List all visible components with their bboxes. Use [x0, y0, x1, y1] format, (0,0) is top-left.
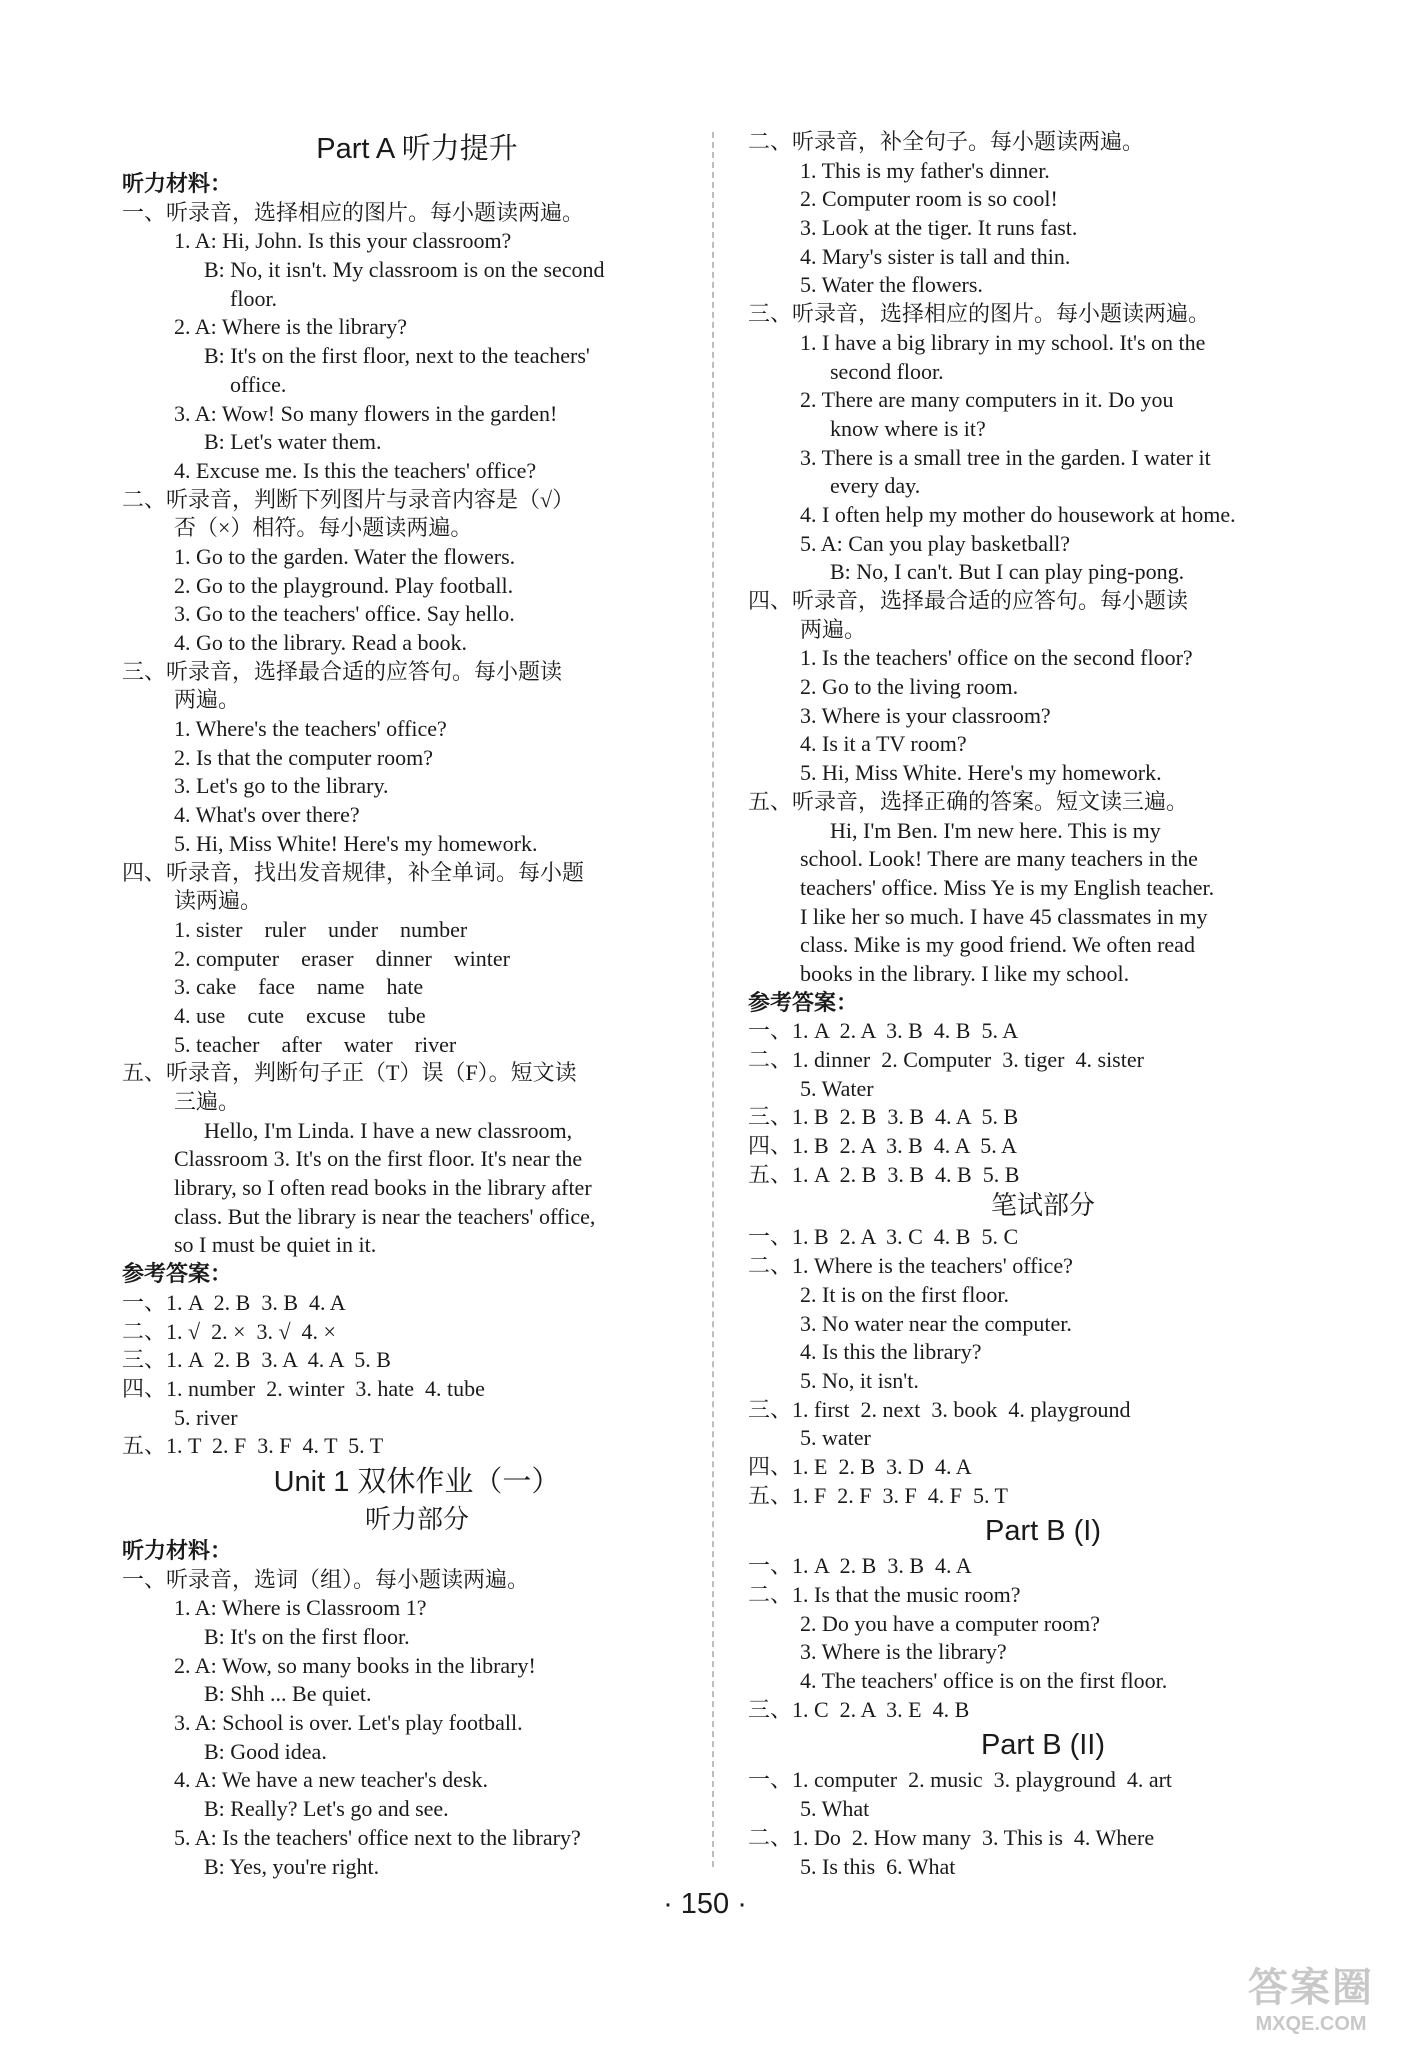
watermark-text: 答案圈 — [1248, 1966, 1374, 2010]
text-line: 一、1. A 2. B 3. B 4. A — [748, 1553, 972, 1579]
text-line: Hi, I'm Ben. I'm new here. This is my — [830, 817, 1161, 843]
watermark-logo — [1226, 1956, 1396, 2046]
text-line: 1. Where's the teachers' office? — [174, 716, 447, 742]
text-line: B: Yes, you're right. — [204, 1853, 380, 1879]
text-line: 3. A: School is over. Let's play football. — [174, 1710, 523, 1736]
text-line: B: No, it isn't. My classroom is on the second — [204, 257, 605, 283]
section-title: Part A 听力提升 — [316, 133, 518, 165]
text-line: 4. Go to the library. Read a book. — [174, 630, 468, 655]
text-line: 五、听录音，判断句子正（T）误（F）。短文读 — [122, 1060, 577, 1086]
text-line: class. Mike is my good friend. We often read — [800, 932, 1195, 958]
text-line: 4. The teachers' office is on the first floor. — [800, 1668, 1168, 1694]
text-line: 一、1. A 2. A 3. B 4. B 5. A — [748, 1018, 1019, 1044]
text-line: 两遍。 — [174, 687, 241, 713]
section-title: Part B (II) — [980, 1729, 1106, 1762]
text-line: 二、听录音，补全句子。每小题读两遍。 — [748, 129, 1145, 154]
text-line: 5. water — [800, 1425, 871, 1451]
text-line: 5. teacher after water river — [174, 1031, 457, 1057]
text-line: 二、1. dinner 2. Computer 3. tiger 4. sister — [748, 1047, 1144, 1072]
text-line: 4. Is this the library? — [800, 1339, 982, 1365]
text-line: 二、1. Where is the teachers' office? — [748, 1253, 1073, 1279]
text-line: B: No, I can't. But I can play ping-pong. — [830, 559, 1185, 585]
text-line: 5. Hi, Miss White. Here's my homework. — [800, 760, 1162, 786]
text-line: 三、听录音，选择最合适的应答句。每小题读 — [122, 658, 563, 684]
text-line: 二、听录音，判断下列图片与录音内容是（√） — [122, 486, 575, 512]
section-label: 听力材料： — [122, 1537, 233, 1563]
text-line: 四、听录音，找出发音规律，补全单词。每小题 — [122, 859, 585, 885]
text-line: so I must be quiet in it. — [174, 1232, 377, 1258]
text-line: library, so I often read books in the library after — [174, 1175, 592, 1201]
section-subtitle: 听力部分 — [364, 1504, 469, 1534]
text-line: 4. A: We have a new teacher's desk. — [174, 1767, 488, 1793]
watermark-url: MXQE.COM — [1255, 2013, 1367, 2035]
text-line: 四、1. number 2. winter 3. hate 4. tube — [122, 1375, 485, 1401]
text-line: 1. A: Hi, John. Is this your classroom? — [174, 228, 512, 254]
text-line: 三遍。 — [174, 1089, 241, 1114]
text-line: 1. This is my father's dinner. — [800, 157, 1050, 183]
text-line: 2. Do you have a computer room? — [800, 1610, 1100, 1636]
text-line: second floor. — [830, 358, 944, 384]
text-line: 5. river — [174, 1404, 238, 1430]
text-line: class. But the library is near the teachers' office, — [174, 1203, 596, 1229]
text-line: 2. A: Wow, so many books in the library! — [174, 1652, 536, 1678]
right-column — [748, 128, 1338, 1881]
text-line: 3. A: Wow! So many flowers in the garden! — [174, 400, 558, 426]
section-title: Unit 1 双休作业（一） — [273, 1465, 561, 1498]
text-line: 五、1. F 2. F 3. F 4. F 5. T — [748, 1482, 1008, 1508]
text-line: office. — [230, 371, 287, 397]
text-line: 4. I often help my mother do housework at home. — [800, 501, 1236, 527]
text-line: Classroom 3. It's on the first floor. It's near the — [174, 1146, 583, 1172]
text-line: 4. Excuse me. Is this the teachers' office? — [174, 457, 537, 483]
text-line: 一、听录音，选择相应的图片。每小题读两遍。 — [122, 199, 585, 225]
text-line: 三、1. B 2. B 3. B 4. A 5. B — [748, 1104, 1019, 1130]
text-line: floor. — [230, 285, 278, 311]
text-line: 两遍。 — [800, 616, 867, 642]
text-line: 1. Is the teachers' office on the second floor? — [800, 645, 1193, 671]
text-line: 5. Water — [800, 1075, 874, 1101]
text-line: 五、听录音，选择正确的答案。短文读三遍。 — [748, 788, 1189, 814]
text-line: 五、1. A 2. B 3. B 4. B 5. B — [748, 1161, 1020, 1187]
text-line: 三、1. C 2. A 3. E 4. B — [748, 1696, 970, 1722]
text-line: 四、1. B 2. A 3. B 4. A 5. A — [748, 1133, 1017, 1159]
text-line: books in the library. I like my school. — [800, 960, 1130, 986]
text-line: 一、1. computer 2. music 3. playground 4. art — [748, 1767, 1173, 1793]
text-line: school. Look! There are many teachers in the — [800, 846, 1198, 872]
text-line: 4. Mary's sister is tall and thin. — [800, 243, 1071, 269]
text-line: 4. What's over there? — [174, 802, 360, 828]
text-line: 二、1. Do 2. How many 3. This is 4. Where — [748, 1824, 1155, 1850]
section-label: 参考答案： — [748, 989, 859, 1015]
column-divider — [712, 132, 714, 1867]
text-line: 四、听录音，选择最合适的应答句。每小题读 — [748, 588, 1189, 613]
text-line: 3. Go to the teachers' office. Say hello. — [174, 601, 515, 627]
text-line: 2. Computer room is so cool! — [800, 186, 1058, 212]
text-line: 一、1. A 2. B 3. B 4. A — [122, 1289, 346, 1315]
text-line: 5. Hi, Miss White! Here's my homework. — [174, 830, 538, 856]
text-line: every day. — [830, 473, 921, 499]
text-line: B: Shh ... Be quiet. — [204, 1681, 372, 1707]
text-line: 二、1. √ 2. × 3. √ 4. × — [122, 1318, 336, 1344]
text-line: 3. cake face name hate — [174, 974, 424, 1000]
text-line: 5. No, it isn't. — [800, 1367, 919, 1393]
text-line: 2. There are many computers in it. Do you — [800, 387, 1174, 413]
text-line: 2. It is on the first floor. — [800, 1281, 1009, 1307]
section-label: 听力材料： — [122, 171, 233, 196]
text-line: 1. I have a big library in my school. It's on the — [800, 329, 1206, 355]
text-line: 三、1. first 2. next 3. book 4. playground — [748, 1396, 1131, 1422]
text-line: 四、1. E 2. B 3. D 4. A — [748, 1453, 972, 1479]
text-line: 二、1. Is that the music room? — [748, 1582, 1021, 1607]
text-line: B: Let's water them. — [204, 429, 382, 455]
text-line: 一、听录音，选词（组）。每小题读两遍。 — [122, 1566, 530, 1592]
text-line: B: Good idea. — [204, 1738, 327, 1764]
text-line: 4. Is it a TV room? — [800, 731, 967, 757]
text-line: 5. Water the flowers. — [800, 272, 983, 298]
text-line: 2. Go to the living room. — [800, 674, 1019, 700]
left-column — [122, 128, 712, 1881]
text-line: 5. Is this 6. What — [800, 1853, 956, 1879]
text-line: 2. Go to the playground. Play football. — [174, 572, 514, 598]
text-line: teachers' office. Miss Ye is my English teacher. — [800, 874, 1215, 900]
text-line: 读两遍。 — [174, 888, 263, 914]
page-number: · 150 · — [663, 1888, 747, 1920]
text-line: 3. No water near the computer. — [800, 1310, 1072, 1336]
text-line: 5. A: Can you play basketball? — [800, 530, 1071, 556]
text-line: 2. Is that the computer room? — [174, 744, 434, 770]
text-line: 2. A: Where is the library? — [174, 314, 407, 340]
text-line: 3. There is a small tree in the garden. I water it — [800, 444, 1211, 470]
text-line: 五、1. T 2. F 3. F 4. T 5. T — [122, 1433, 384, 1459]
section-title: Part B (I) — [984, 1515, 1101, 1548]
text-line: Hello, I'm Linda. I have a new classroom, — [204, 1117, 573, 1143]
text-line: 3. Where is the library? — [800, 1639, 1007, 1665]
text-line: 一、1. B 2. A 3. C 4. B 5. C — [748, 1224, 1019, 1250]
text-line: B: It's on the first floor. — [204, 1624, 410, 1649]
text-line: 1. sister ruler under number — [174, 916, 468, 942]
text-line: 三、1. A 2. B 3. A 4. A 5. B — [122, 1347, 391, 1373]
section-label: 参考答案： — [122, 1261, 233, 1287]
text-line: 2. computer eraser dinner winter — [174, 945, 510, 971]
text-line: 3. Let's go to the library. — [174, 773, 389, 799]
text-line: 5. A: Is the teachers' office next to the library? — [174, 1824, 581, 1850]
text-line: B: It's on the first floor, next to the teachers' — [204, 343, 590, 369]
text-line: 三、听录音，选择相应的图片。每小题读两遍。 — [748, 301, 1211, 327]
text-line: 3. Where is your classroom? — [800, 702, 1051, 728]
text-line: 4. use cute excuse tube — [174, 1002, 426, 1028]
text-line: I like her so much. I have 45 classmates in my — [800, 903, 1208, 929]
text-line: 5. What — [800, 1796, 870, 1822]
text-line: 否（×）相符。每小题读两遍。 — [174, 515, 473, 541]
text-line: 1. Go to the garden. Water the flowers. — [174, 543, 516, 569]
text-line: 1. A: Where is Classroom 1? — [174, 1595, 427, 1621]
text-line: 3. Look at the tiger. It runs fast. — [800, 215, 1078, 241]
text-line: know where is it? — [830, 415, 986, 441]
text-line: B: Really? Let's go and see. — [204, 1796, 449, 1822]
section-subtitle: 笔试部分 — [990, 1191, 1095, 1221]
